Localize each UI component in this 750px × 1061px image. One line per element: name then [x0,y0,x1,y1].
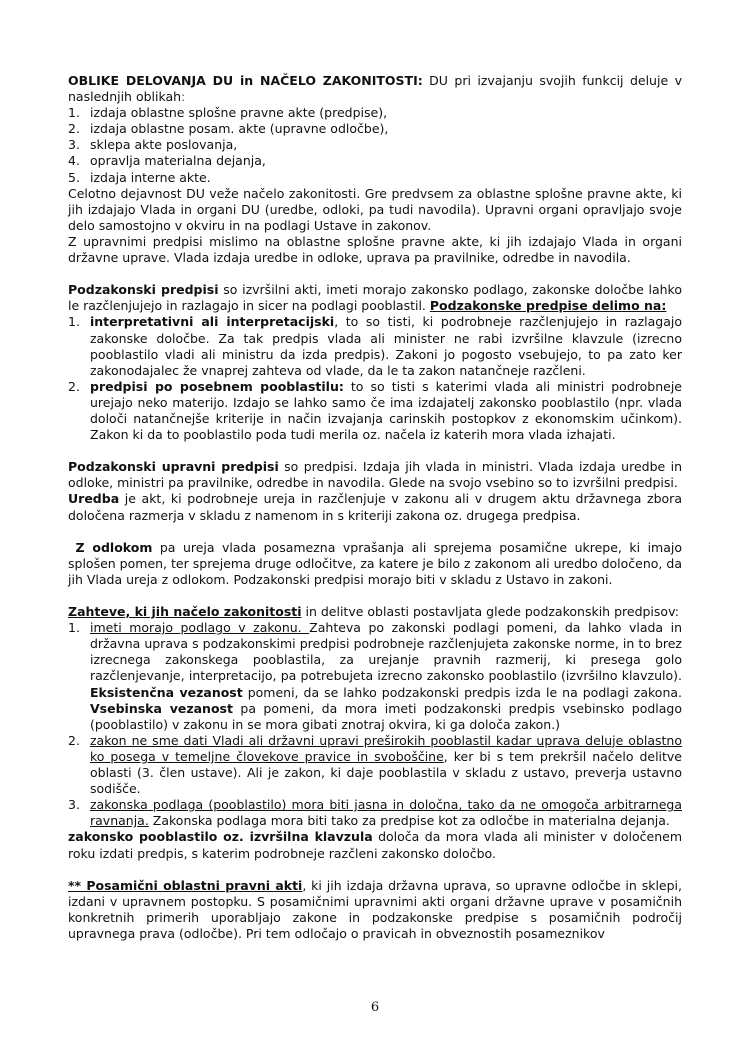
list-item: 2. zakon ne sme dati Vladi ali državni upravi preširokih pooblastil kadar uprava deluje oblastno ko posega v temeljne človekove pravice in svoboščine, ker bi s tem prekršil načelo delitve oblasti (3. člen ustave). Ali je zakon, ki daje pooblastila v skladu z ustavo, preverja ustavno sodišče. [68,732,682,797]
paragraph-klavzula: zakonsko pooblastilo oz. izvršilna klavzula določa da mora vlada ali minister v določenem roku izdati predpis, s katerim podrobneje razčleni zakonsko določbo. [68,829,682,861]
page-number: 6 [370,1000,380,1015]
list-item: 1. izdaja oblastne splošne pravne akte (predpise), [68,105,388,121]
section-zahteve: Zahteve, ki jih načelo zakonitosti in delitve oblasti postavljata glede podzakonskih predpisov: [68,604,679,620]
paragraph-uredba: Uredba je akt, ki podrobneje ureja in razčlenjuje v zakonu ali v drugem aktu državnega zbora določena razmerja v skladu z namenom in s kriteriji zakona oz. drugega predpisa. [68,491,682,523]
list-item: 4. opravlja materialna dejanja, [68,153,266,169]
section-odlok: Z odlokom pa ureja vlada posamezna vprašanja ali sprejema posamične ukrepe, ki imajo splošen pomen, ter sprejema druge odločitve, za katere je bilo z zakonom ali uredbo določeno, da jih Vlada ureja z odlokom. Podzakonski predpisi morajo biti v skladu z Ustavo in zakoni. [68,539,682,587]
list-item: 3. sklepa akte poslovanja, [68,137,238,153]
paragraph: Z upravnimi predpisi mislimo na oblastne splošne pravne akte, ki jih izdajajo Vlada in organi državne uprave. Vlada izdaja uredbe in odloke, uprava pa pravilnike, odredbe in navodila. [68,233,682,266]
paragraph: Celotno dejavnost DU veže načelo zakonitosti. Gre predvsem za oblastne splošne pravne akte, ki jih izdajajo Vlada in organi DU (uredbe, odloki, pa tudi navodila). Upravni organi opravljajo svoje delo samostojno v okviru in na podlagi Ustave in zakonov. [68,185,682,233]
section-heading: ** Posamični oblastni pravni akti [68,877,303,893]
predpisi-list [68,314,682,443]
section-heading: Zahteve, ki jih načelo zakonitosti [68,604,302,620]
list-item: 1. imeti morajo podlago v zakonu. Zahteva po zakonski podlagi pomeni, da lahko vlada in državna uprava s podzakonskimi predpisi podrobneje razčlenjujeta zakonske norme, in to brez izrecnega zakonskega pooblastila, za urejanje pravnih razmerij, ki presega golo razčlenjevanje, interpretacijo, pa potrebujeta izrecno zakonsko pooblastilo (izvršilno klavzulo). Eksistenčna vezanost pomeni, da se lahko podzakonski predpis izda le na podlagi zakona. Vsebinska vezanost pa pomeni, da mora imeti podzakonski predpis vsebinsko podlago (pooblastilo) v zakonu in se mora gibati znotraj okvira, ki ga določa zakon.) [68,620,682,732]
section-forms-of-action: OBLIKE DELOVANJA DU in NAČELO ZAKONITOSTI: DU pri izvajanju svojih funkcij deluje v naslednjih oblikah: [68,73,682,105]
zahteve-list [68,620,682,829]
list-item: 5. izdaja interne akte. [68,169,211,185]
list-item: 2. izdaja oblastne posam. akte (upravne odločbe), [68,121,389,137]
document-body [68,73,682,942]
section-posamicni-akti: ** Posamični oblastni pravni akti, ki jih izdaja državna uprava, so upravne odločbe in sklepi, izdani v upravnem postopku. S posamičnimi upravnimi akti organi državne uprave v posamičnih konkretnih primerih uporabljajo zakone in podzakonske predpise s posamičnih področij upravnega prava (odločbe). Pri tem odločajo o pravicah in obveznostih posameznikov [68,877,682,941]
division-heading: Podzakonske predpise delimo na: [429,298,667,314]
list-item: 1. interpretativni ali interpretacijski, to so tisti, ki podrobneje razčlenjujejo in razlagajo zakonske določbe. Za tak predpis vlada ali minister ne rabi izvršilne klavzule (izrecno pooblastilo vladi ali ministru da izda predpis). Zakoni jo pogosto vsebujejo, to pa zato ker zakonodajalec že vnaprej zahteva od vlade, da le ta zakon natančneje razčleni. [68,314,682,378]
forms-list [68,105,682,185]
section-upravni-predpisi: Podzakonski upravni predpisi so predpisi. Izdaja jih vlada in ministri. Vlada izdaja uredbe in odloke, ministri pa pravilnike, odredbe in navodila. Glede na svojo vsebino so to izvršilni predpisi. [68,459,682,491]
list-item: 3. zakonska podlaga (pooblastilo) mora biti jasna in določna, tako da ne omogoča arbitrarnega ravnanja. Zakonska podlaga mora biti tako za predpise kot za odločbe in materialna dejanja. [68,797,682,829]
section-heading: OBLIKE DELOVANJA DU in NAČELO ZAKONITOSTI: [68,73,423,88]
section-podzakonski-predpisi: Podzakonski predpisi so izvršilni akti, imeti morajo zakonsko podlago, zakonske določbe lahko le razčlenjujejo in razlagajo in sicer na podlagi pooblastil. Podzakonske predpise delimo na: [68,282,683,314]
list-item: 2. predpisi po posebnem pooblastilu: to so tisti s katerimi vlada ali ministri podrobneje urejajo neko materijo. Izdajo se lahko samo če ima izdajatelj zakonsko pooblastilo (npr. vlada določi natančnejše kriterije in način izvajanja carinskih postopkov z ekonomskim učinkom). Zakon ki da to pooblastilo poda tudi merila oz. načela iz katerih mora vlada izhajati. [68,378,682,443]
